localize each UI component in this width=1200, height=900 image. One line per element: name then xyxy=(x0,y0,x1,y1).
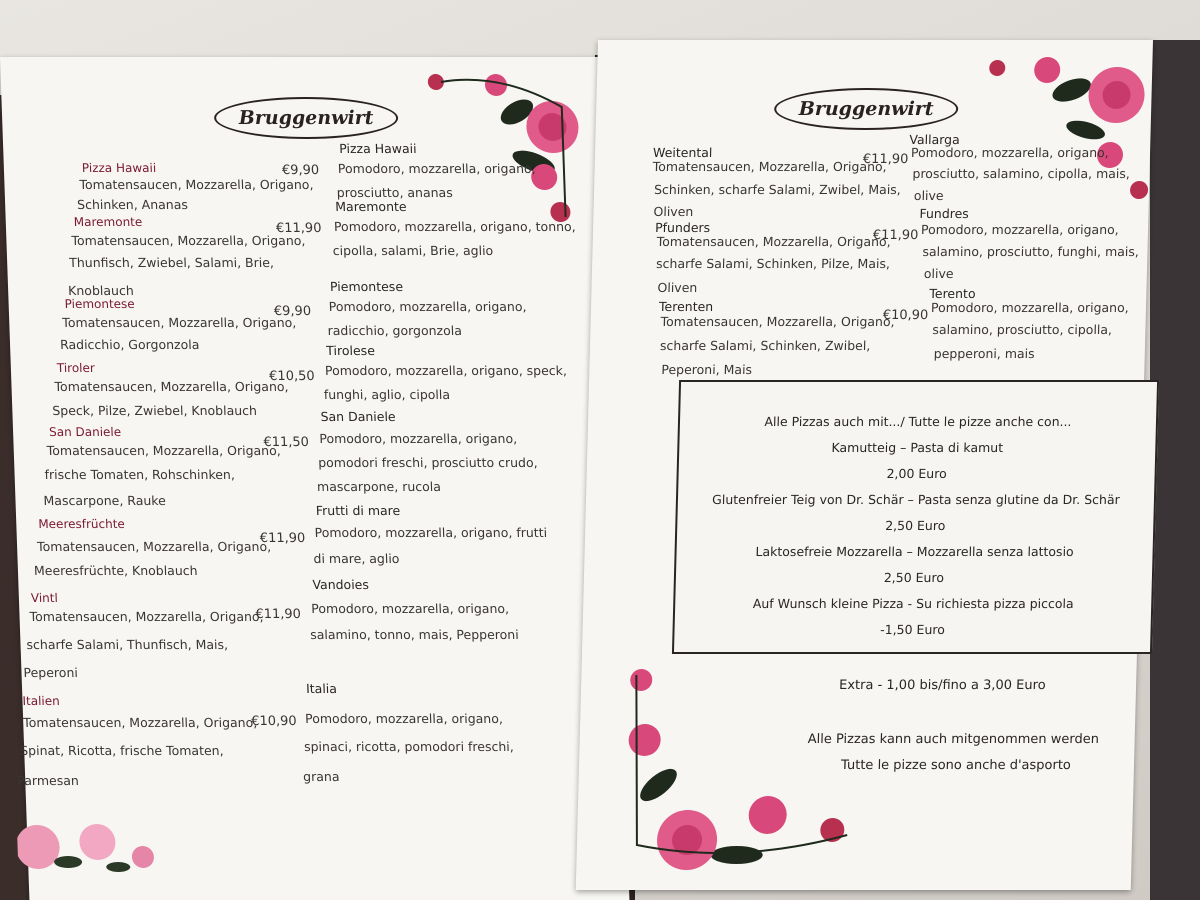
menu-item-description-italian: pomodori freschi, prosciutto crudo, xyxy=(317,455,538,470)
menu-item-description-italian: prosciutto, salamino, cipolla, mais, xyxy=(912,166,1131,181)
menu-item-name-italian: Piemontese xyxy=(329,279,404,294)
menu-item-description-italian: prosciutto, ananas xyxy=(336,185,453,200)
menu-item-description-italian: Pomodoro, mozzarella, origano, xyxy=(930,300,1129,315)
menu-item-description-italian: mascarpone, rucola xyxy=(316,479,442,494)
menu-item-name-italian: San Daniele xyxy=(320,409,396,424)
menu-item-description: Oliven xyxy=(657,280,698,295)
menu-item-description: frische Tomaten, Rohschinken, xyxy=(44,467,236,482)
menu-item-price: €10,90 xyxy=(250,714,297,729)
menu-item-description-italian: Pomodoro, mozzarella, origano, frutti xyxy=(314,525,548,540)
extras-box xyxy=(672,380,1159,654)
extras-option: Auf Wunsch kleine Pizza - Su richiesta pizza piccola xyxy=(752,596,1074,611)
menu-item-name: Piemontese xyxy=(64,297,135,311)
menu-item-description-italian: Pomodoro, mozzarella, origano, xyxy=(310,601,510,616)
menu-item-name-italian: Terento xyxy=(929,286,976,301)
flower-decoration-bottom-left-icon xyxy=(616,665,861,875)
menu-item-description: Schinken, scharfe Salami, Zwibel, Mais, xyxy=(653,182,901,197)
menu-item-name-italian: Frutti di mare xyxy=(315,503,401,518)
extras-price: 2,50 Euro xyxy=(885,518,946,533)
menu-item-description-italian: Pomodoro, mozzarella, origano, xyxy=(319,431,518,446)
menu-item-price: €9,90 xyxy=(281,163,320,178)
menu-item-description: Tomatensaucen, Mozzarella, Origano, xyxy=(652,159,887,174)
menu-item-description-italian: Pomodoro, mozzarella, origano, xyxy=(920,222,1119,237)
menu-item-description: Parmesan xyxy=(17,773,80,788)
menu-item-name: Vintl xyxy=(30,591,59,605)
menu-item-price: €11,90 xyxy=(275,221,322,236)
menu-item-name: Pizza Hawaii xyxy=(81,161,157,175)
menu-item-name-italian: Italia xyxy=(305,681,338,696)
extras-heading: Alle Pizzas auch mit.../ Tutte le pizze anche con... xyxy=(764,414,1072,429)
menu-item-description-italian: olive xyxy=(913,188,944,203)
menu-item-description: Tomatensaucen, Mozzarella, Origano, xyxy=(660,314,895,329)
menu-item-description-italian: Pomodoro, mozzarella, origano, xyxy=(328,299,527,314)
menu-item-description-italian: salamino, prosciutto, funghi, mais, xyxy=(922,244,1140,259)
menu-item-description: Tomatensaucen, Mozzarella, Origano, xyxy=(71,233,306,248)
menu-item-name-italian: Vallarga xyxy=(909,132,960,147)
menu-item-description: Thunfisch, Zwiebel, Salami, Brie, xyxy=(68,255,275,270)
extras-option: Kamutteig – Pasta di kamut xyxy=(831,440,1004,455)
menu-item-description: Peperoni xyxy=(23,665,79,680)
menu-item-description: Radicchio, Gorgonzola xyxy=(59,337,200,352)
menu-item-description: Tomatensaucen, Mozzarella, Origano, xyxy=(656,234,891,249)
extras-price: 2,50 Euro xyxy=(883,570,945,585)
menu-item-description-italian: Pomodoro, mozzarella, origano, xyxy=(910,145,1109,160)
menu-item-description-italian: spinaci, ricotta, pomodori freschi, xyxy=(303,739,514,754)
takeaway-note-italian: Tutte le pizze sono anche d'asporto xyxy=(840,758,1072,773)
menu-item-name-italian: Maremonte xyxy=(334,199,407,214)
menu-item-description: Schinken, Ananas xyxy=(76,197,189,212)
menu-item-description-italian: Pomodoro, mozzarella, origano, xyxy=(304,711,504,726)
restaurant-logo: Bruggenwirt xyxy=(774,88,959,130)
menu-item-description-italian: di mare, aglio xyxy=(313,551,400,566)
menu-item-description: Tomatensaucen, Mozzarella, Origano, xyxy=(36,539,272,554)
menu-item-name-italian: Tirolese xyxy=(325,343,376,358)
flower-decoration-bottom-left-icon xyxy=(16,812,168,882)
menu-item-description-italian: radicchio, gorgonzola xyxy=(327,323,463,338)
menu-item-name-italian: Fundres xyxy=(919,206,970,221)
menu-item-price: €11,50 xyxy=(263,435,310,450)
extras-price: 2,00 Euro xyxy=(886,466,947,481)
menu-item-description: Mascarpone, Rauke xyxy=(43,493,166,508)
menu-item-name: Italien xyxy=(22,694,60,708)
menu-item-description: Spinat, Ricotta, frische Tomaten, xyxy=(19,743,224,758)
menu-item-description-italian: pepperoni, mais xyxy=(933,346,1035,361)
menu-item-price: €10,50 xyxy=(268,369,315,384)
menu-item-description: scharfe Salami, Schinken, Zwibel, xyxy=(659,338,871,353)
menu-item-price: €11,90 xyxy=(259,531,306,546)
menu-item-description-italian: grana xyxy=(302,769,340,784)
menu-item-description-italian: Pomodoro, mozzarella, origano, tonno, xyxy=(333,219,576,234)
menu-item-name: Tiroler xyxy=(56,361,96,375)
menu-item-description: Oliven xyxy=(653,204,694,219)
menu-page-right xyxy=(576,40,1153,890)
menu-item-description-italian: Pomodoro, mozzarella, origano, xyxy=(337,161,536,176)
menu-item-description-italian: cipolla, salami, Brie, aglio xyxy=(332,243,494,258)
extras-option: Glutenfreier Teig von Dr. Schär – Pasta senza glutine da Dr. Schär xyxy=(711,492,1120,507)
menu-item-description: scharfe Salami, Thunfisch, Mais, xyxy=(26,637,229,652)
extras-price: -1,50 Euro xyxy=(880,622,946,637)
menu-item-name: Meeresfrüchte xyxy=(38,517,126,531)
menu-page-left xyxy=(0,57,629,900)
menu-item-name: San Daniele xyxy=(48,425,122,439)
menu-item-price: €11,90 xyxy=(862,152,909,167)
menu-item-price: €10,90 xyxy=(882,308,929,323)
menu-item-description-italian: olive xyxy=(923,266,954,281)
menu-item-description: Peperoni, Mais xyxy=(661,362,753,377)
menu-binder-right xyxy=(1150,40,1200,900)
menu-item-description-italian: salamino, prosciutto, cipolla, xyxy=(932,322,1113,337)
menu-item-description-italian: salamino, tonno, mais, Pepperoni xyxy=(309,627,519,642)
menu-item-description: Tomatensaucen, Mozzarella, Origano, xyxy=(62,315,297,330)
menu-item-name: Weitental xyxy=(652,145,713,160)
menu-item-description-italian: Pomodoro, mozzarella, origano, speck, xyxy=(324,363,568,378)
extras-option: Laktosefreie Mozzarella – Mozzarella senza lattosio xyxy=(755,544,1074,559)
menu-item-description: Tomatensaucen, Mozzarella, Origano, xyxy=(54,379,289,394)
menu-item-description: Tomatensaucen, Mozzarella, Origano, xyxy=(46,443,281,458)
menu-item-description: Speck, Pilze, Zwiebel, Knoblauch xyxy=(52,403,258,418)
menu-item-description: scharfe Salami, Schinken, Pilze, Mais, xyxy=(655,256,891,271)
menu-item-description: Knoblauch xyxy=(67,283,134,298)
extra-toppings-note: Extra - 1,00 bis/fino a 3,00 Euro xyxy=(838,678,1046,693)
menu-item-description: Tomatensaucen, Mozzarella, Origano, xyxy=(79,177,314,192)
menu-item-name: Maremonte xyxy=(73,215,143,229)
menu-item-description-italian: funghi, aglio, cipolla xyxy=(323,387,451,402)
menu-item-description: Meeresfrüchte, Knoblauch xyxy=(33,563,198,578)
menu-item-description: Tomatensaucen, Mozzarella, Origano, xyxy=(22,715,258,730)
menu-item-price: €11,90 xyxy=(872,228,919,243)
takeaway-note-german: Alle Pizzas kann auch mitgenommen werden xyxy=(807,732,1100,747)
menu-item-description: Tomatensaucen, Mozzarella, Origano, xyxy=(29,609,264,624)
menu-item-name-italian: Vandoies xyxy=(312,577,370,592)
menu-item-price: €9,90 xyxy=(273,304,312,319)
menu-item-name: Pfunders xyxy=(654,220,711,235)
restaurant-logo: Bruggenwirt xyxy=(213,97,398,139)
menu-item-name-italian: Pizza Hawaii xyxy=(338,141,417,156)
menu-item-name: Terenten xyxy=(658,299,714,314)
menu-item-price: €11,90 xyxy=(255,607,302,622)
